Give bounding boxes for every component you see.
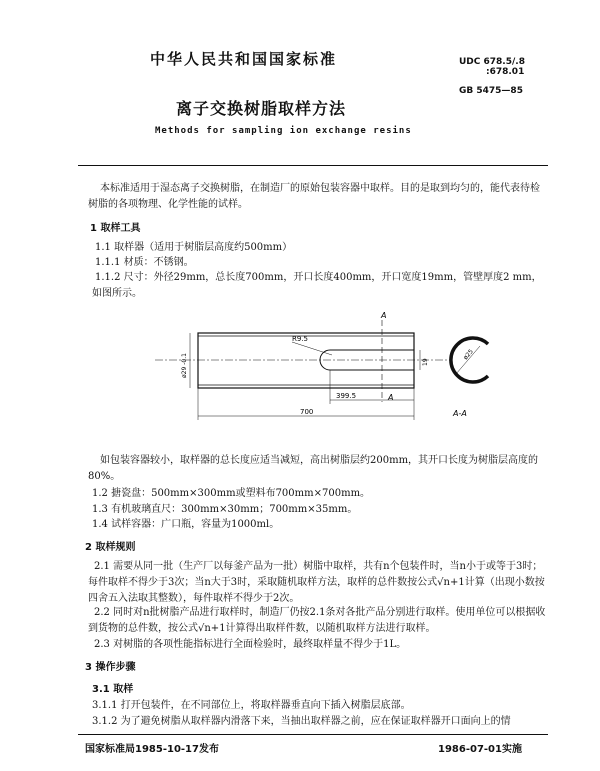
clause-2-1: 2.1 需要从同一批（生产厂以每釜产品为一批）树脂中取样，共有n个包装件时，当n小于或等于3时；每件取样不得少于3次；当n大于3时，采取随机取样方法，取样的总件数按公式√n+1计算（出现小数按四舍五入法取其整数），每件取样不得少于2次。 bbox=[88, 561, 545, 604]
gb-code: GB 5475—85 bbox=[459, 86, 523, 96]
section-label-bottom: A bbox=[388, 393, 394, 402]
cross-section-ring bbox=[451, 338, 488, 382]
radius-leader bbox=[292, 342, 332, 355]
clause-1-2: 1.2 搪瓷盘：500mm×300mm或塑料布700mm×700mm。 bbox=[92, 488, 371, 499]
size-note: 如包装容器较小，取样器的总长度应适当减短，高出树脂层约200mm，其开口长度为树脂层高度的80%。 bbox=[88, 455, 539, 482]
clause-1-3: 1.3 有机玻璃直尺：300mm×30mm；700mm×35mm。 bbox=[92, 504, 358, 515]
section-2-heading: 2 取样规则 bbox=[85, 542, 136, 553]
document-title-english: Methods for sampling ion exchange resins bbox=[155, 126, 412, 136]
standard-header-title: 中华人民共和国国家标准 bbox=[150, 50, 338, 68]
section-1-heading: 1 取样工具 bbox=[90, 223, 141, 234]
clause-3-1: 3.1 取样 bbox=[92, 684, 134, 695]
clause-1-1: 1.1 取样器（适用于树脂层高度约500mm） bbox=[95, 242, 293, 253]
section-3-heading: 3 操作步骤 bbox=[85, 662, 136, 673]
footer-rule bbox=[78, 734, 548, 735]
section-aa-label: A-A bbox=[453, 409, 467, 418]
clause-3-1-2: 3.1.2 为了避免树脂从取样器内滑落下来，当抽出取样器之前，应在保证取样器开口面向上的情 bbox=[92, 716, 511, 727]
clause-1-1-1: 1.1.1 材质：不锈钢。 bbox=[95, 257, 194, 268]
inner-dia-label: ø25 bbox=[462, 348, 475, 362]
udc-code: UDC 678.5/.8 bbox=[459, 57, 525, 67]
radius-label: R9.5 bbox=[292, 335, 308, 343]
effective-date: 1986-07-01实施 bbox=[438, 744, 522, 755]
clause-2-2: 2.2 同时对n批树脂产品进行取样时，制造厂仍按2.1条对各批产品分别进行取样。使用单位可以根据收到货物的总件数，按公式√n+1计算得出取样件数，以随机取样方法进行取样。 bbox=[88, 607, 546, 634]
udc-code-line2: :678.01 bbox=[486, 67, 525, 77]
clause-1-4: 1.4 试样容器：广口瓶，容量为1000ml。 bbox=[92, 519, 280, 530]
issue-date: 国家标准局1985-10-17发布 bbox=[85, 744, 219, 755]
total-dim-label: 700 bbox=[300, 408, 314, 416]
document-title: 离子交换树脂取样方法 bbox=[176, 99, 347, 118]
open-dim-label: 399.5 bbox=[336, 392, 357, 400]
sampler-drawing bbox=[150, 308, 500, 420]
section-label-top: A bbox=[381, 311, 387, 320]
clause-1-1-2: 1.1.2 尺寸：外径29mm，总长度700mm，开口长度400mm，开口宽度19mm，管壁厚度2 mm，如图所示。 bbox=[92, 272, 542, 299]
header-rule bbox=[78, 165, 548, 166]
clause-2-3: 2.3 对树脂的各项性能指标进行全面检验时，最终取样量不得少于1L。 bbox=[94, 639, 407, 650]
clause-3-1-1: 3.1.1 打开包装件，在不同部位上，将取样器垂直向下插入树脂层底部。 bbox=[92, 700, 411, 711]
intro-paragraph: 本标准适用于湿态离子交换树脂，在制造厂的原始包装容器中取样。目的是取到均匀的，能代表待检树脂的各项物理、化学性能的试样。 bbox=[88, 183, 540, 210]
dia-dim-label: ø29 -0.1 bbox=[181, 353, 188, 378]
width-dim-label: 19 bbox=[422, 358, 429, 366]
